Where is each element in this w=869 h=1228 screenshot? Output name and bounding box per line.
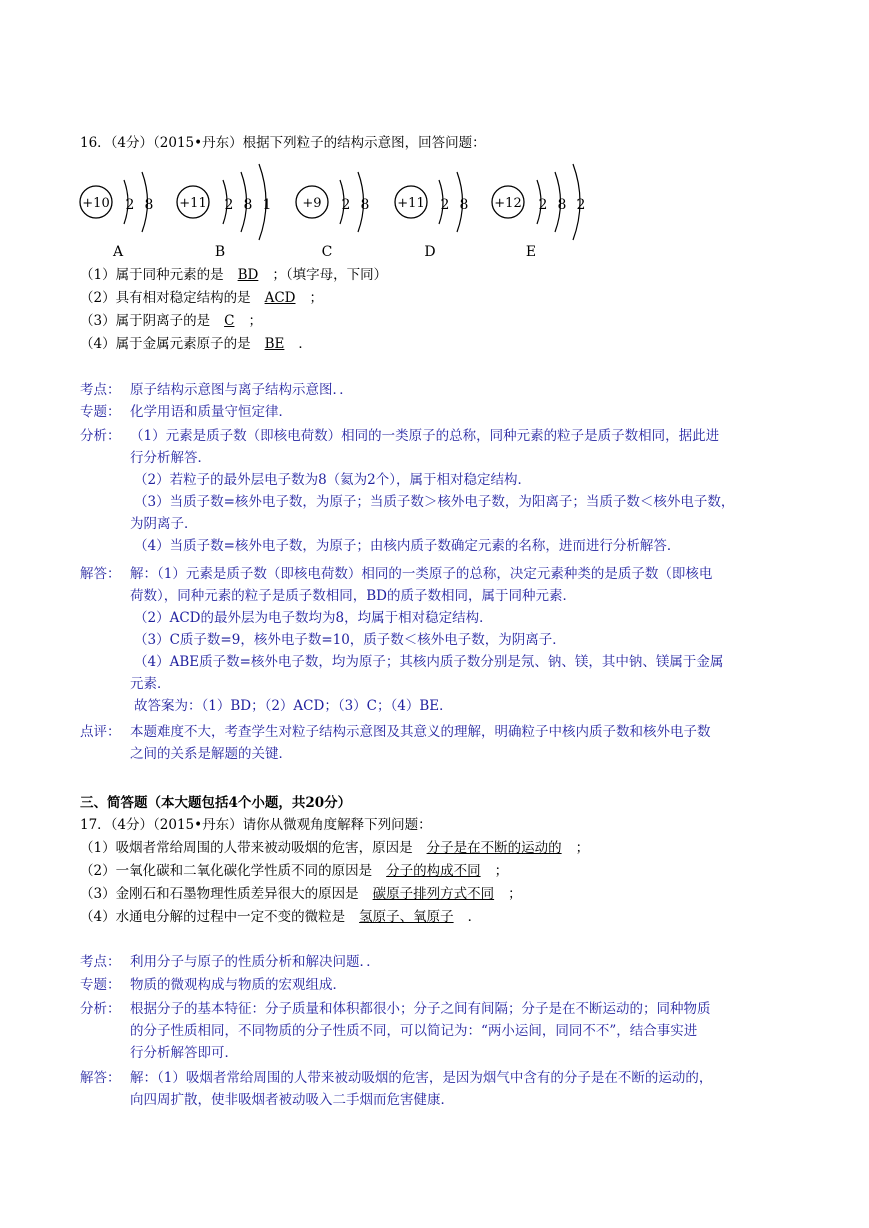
particle-D (395, 172, 468, 260)
atomic-structure-diagram (78, 160, 638, 265)
q16-jieda: 解：（1）元素是质子数（即核电荷数）相同的一类原子的总称，决定元素种类的是质子数（即核电 荷数），同种元素的粒子是质子数相同，BD的质子数相同，属于同种元素． （2）ACD的最外层为电子数均为8，均属于相对稳定结构． （3）C质子数=9，核外电子数=10，质子数＜核外电子数，为阴离子． （4）ABE质子数=核外电子数，均为原子；其核内质子数分别是氖、钠、镁，其中钠、镁属于金属 元素． 故答案为：（1）BD；（2）ACD；（3）C；（4）BE． (130, 566, 724, 714)
q16-question-3: （3）属于阴离子的是 C ； (80, 313, 262, 329)
q17-fenxi: 根据分子的基本特征：分子质量和体积都很小；分子之间有间隔；分子是在不断运动的；同种物质 的分子性质相同，不同物质的分子性质不同，可以简记为：“两小运间，同同不不”，结合事实进 行分析解答即可． (130, 1001, 711, 1061)
particle-B-shell-2: 8 (243, 197, 253, 213)
q16-fenxi-label: 分析： (80, 428, 121, 444)
particle-C-shell-1: 2 (341, 197, 351, 213)
q17-header: 17．（4分）（2015•丹东）请你从微观角度解释下列问题： (80, 817, 432, 833)
q16-dianping: 本题难度不大，考查学生对粒子结构示意图及其意义的理解，明确粒子中核内质子数和核外电子数 之间的关系是解题的关键． (130, 724, 711, 762)
particle-A-label: A (112, 244, 124, 260)
section-heading: 三、简答题（本大题包括4个小题，共20分） (80, 795, 352, 811)
q17-kaodian: 利用分子与原子的性质分析和解决问题．． (130, 954, 380, 970)
q16-question-4: （4）属于金属元素原子的是 BE ． (80, 336, 312, 352)
particle-C-shell-2: 8 (360, 197, 370, 213)
particle-D-shell-2: 8 (459, 197, 469, 213)
q16-zhuanti-label: 专题： (80, 404, 121, 420)
q17-answer-1: 分子是在不断的运动的 (426, 840, 562, 856)
q16-header: 16．（4分）（2015•丹东）根据下列粒子的结构示意图，回答问题： (80, 135, 486, 151)
particle-E-shell-2: 8 (557, 197, 567, 213)
particle-D-nucleus: +11 (397, 196, 425, 211)
particle-D-label: D (424, 244, 436, 260)
q16-kaodian: 原子结构示意图与离子结构示意图．． (130, 382, 353, 398)
particle-A-nucleus: +10 (82, 196, 110, 211)
q16-kaodian-label: 考点： (80, 382, 121, 398)
particle-D-shell-1: 2 (440, 197, 450, 213)
q17-kaodian-label: 考点： (80, 954, 121, 970)
particle-C-nucleus: +9 (302, 196, 322, 211)
particle-A-shell-1: 2 (125, 197, 135, 213)
q17-fenxi-label: 分析： (80, 1001, 121, 1017)
q17-answer-4: 氢原子、氧原子 (359, 909, 454, 925)
particle-B (177, 164, 271, 260)
q17-question-4: （4）水通电分解的过程中一定不变的微粒是 氢原子、氧原子 ． (80, 909, 482, 925)
q16-answer-4: BE (264, 336, 285, 352)
q17-answer-2: 分子的构成不同 (386, 863, 481, 879)
q17-answer-3: 碳原子排列方式不同 (372, 886, 495, 902)
q16-zhuanti: 化学用语和质量守恒定律． (130, 404, 292, 420)
q16-question-1: （1）属于同种元素的是 BD ；（填字母，下同） (80, 267, 388, 283)
q16-answer-1: BD (237, 267, 259, 283)
particle-E-nucleus: +12 (494, 196, 522, 211)
particle-C-label: C (321, 244, 333, 260)
particle-B-nucleus: +11 (179, 196, 207, 211)
q16-answer-3: C (224, 313, 235, 329)
particle-B-shell-1: 2 (224, 197, 234, 213)
q17-question-2: （2）一氧化碳和二氧化碳化学性质不同的原因是 分子的构成不同 ； (80, 863, 509, 879)
q17-question-1: （1）吸烟者常给周围的人带来被动吸烟的危害，原因是 分子是在不断的运动的 ； (80, 840, 590, 856)
q16-fenxi: （1）元素是质子数（即核电荷数）相同的一类原子的总称，同种元素的粒子是质子数相同，据此进 行分析解答． （2）若粒子的最外层电子数为8（氦为2个），属于相对稳定结构． （3）当质子数=核外电子数，为原子；当质子数＞核外电子数，为阳离子；当质子数＜核外电子数， 为阴离子． （4）当质子数=核外电子数，为原子；由核内质子数确定元素的名称，进而进行分析解答． (130, 428, 735, 554)
q16-question-2: （2）具有相对稳定结构的是 ACD ； (80, 290, 323, 306)
q16-dianping-label: 点评： (80, 724, 121, 740)
particle-C (296, 172, 369, 260)
particle-A-shell-2: 8 (144, 197, 154, 213)
q16-jieda-label: 解答： (80, 566, 121, 582)
particle-B-label: B (214, 244, 226, 260)
particle-E-shell-3: 2 (576, 197, 586, 213)
particle-E-shell-1: 2 (538, 197, 548, 213)
q17-jieda: 解：（1）吸烟者常给周围的人带来被动吸烟的危害，是因为烟气中含有的分子是在不断的运动的， 向四周扩散，使非吸烟者被动吸入二手烟而危害健康． (130, 1070, 713, 1108)
q17-zhuanti: 物质的微观构成与物质的宏观组成． (130, 977, 346, 993)
q17-question-3: （3）金刚石和石墨物理性质差异很大的原因是 碳原子排列方式不同 ； (80, 886, 522, 902)
particle-E-label: E (525, 244, 537, 260)
particle-E (492, 164, 585, 260)
q16-answer-2: ACD (264, 290, 296, 306)
q17-zhuanti-label: 专题： (80, 977, 121, 993)
particle-B-shell-3: 1 (262, 197, 272, 213)
particle-A (80, 172, 153, 260)
q17-jieda-label: 解答： (80, 1070, 121, 1086)
